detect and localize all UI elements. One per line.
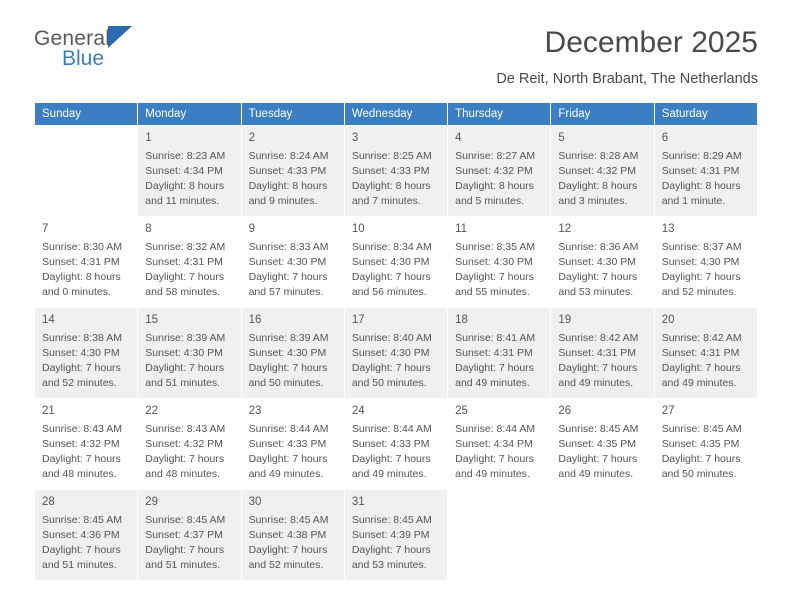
day-number: 3 xyxy=(351,132,359,144)
daylight-text: Daylight: 7 hours xyxy=(455,271,534,284)
sunset-text: Sunset: 4:31 PM xyxy=(661,165,740,178)
daylight-text: Daylight: 7 hours xyxy=(42,453,121,466)
calendar-day-cell[interactable] xyxy=(448,308,551,399)
sunrise-text: Sunrise: 8:34 AM xyxy=(351,241,432,254)
sunrise-text: Sunrise: 8:24 AM xyxy=(248,150,329,163)
daylight-text: Daylight: 7 hours xyxy=(558,362,638,375)
daylight-text: Daylight: 8 hours xyxy=(145,180,225,193)
sunset-text: Sunset: 4:35 PM xyxy=(558,438,637,451)
day-number: 10 xyxy=(351,223,365,235)
calendar-table xyxy=(34,102,758,581)
daylight-text: Daylight: 8 hours xyxy=(661,180,741,193)
day-number: 17 xyxy=(351,314,365,326)
sunset-text: Sunset: 4:32 PM xyxy=(558,165,637,178)
column-header-tuesday: Tuesday xyxy=(241,103,344,126)
daylight-text: and 51 minutes. xyxy=(145,377,220,390)
day-number: 9 xyxy=(248,223,255,235)
sunset-text: Sunset: 4:36 PM xyxy=(42,529,120,542)
day-number: 4 xyxy=(455,132,462,144)
calendar-day-cell[interactable] xyxy=(35,399,138,490)
sunrise-text: Sunrise: 8:45 AM xyxy=(351,514,432,527)
sunrise-text: Sunrise: 8:44 AM xyxy=(248,423,329,436)
sunset-text: Sunset: 4:30 PM xyxy=(558,256,637,269)
daylight-text: and 53 minutes. xyxy=(558,286,634,299)
day-number: 28 xyxy=(42,496,55,508)
daylight-text: Daylight: 7 hours xyxy=(145,544,225,557)
day-number: 5 xyxy=(558,132,565,144)
day-number: 27 xyxy=(661,405,675,417)
daylight-text: Daylight: 7 hours xyxy=(145,453,225,466)
sunrise-text: Sunrise: 8:43 AM xyxy=(145,423,226,436)
calendar-day-cell[interactable] xyxy=(138,490,241,581)
daylight-text: Daylight: 7 hours xyxy=(248,271,328,284)
sunset-text: Sunset: 4:31 PM xyxy=(661,347,740,360)
daylight-text: Daylight: 7 hours xyxy=(455,453,534,466)
calendar-week-row xyxy=(35,217,758,308)
day-number: 20 xyxy=(661,314,675,326)
calendar-day-cell[interactable] xyxy=(448,126,551,217)
daylight-text: Daylight: 7 hours xyxy=(661,271,741,284)
sunset-text: Sunset: 4:34 PM xyxy=(455,438,533,451)
sunset-text: Sunset: 4:31 PM xyxy=(558,347,637,360)
sunrise-text: Sunrise: 8:29 AM xyxy=(661,150,742,163)
calendar-day-cell[interactable] xyxy=(35,308,138,399)
sunset-text: Sunset: 4:32 PM xyxy=(145,438,223,451)
daylight-text: Daylight: 7 hours xyxy=(145,271,225,284)
day-number: 2 xyxy=(248,132,255,144)
calendar-day-cell[interactable] xyxy=(551,399,654,490)
sunrise-text: Sunrise: 8:27 AM xyxy=(455,150,536,163)
calendar-day-cell[interactable] xyxy=(654,126,757,217)
sunset-text: Sunset: 4:32 PM xyxy=(42,438,120,451)
sunrise-text: Sunrise: 8:41 AM xyxy=(455,332,536,345)
daylight-text: Daylight: 7 hours xyxy=(661,362,741,375)
daylight-text: and 49 minutes. xyxy=(248,468,324,481)
calendar-cell-empty xyxy=(551,490,654,581)
day-number: 23 xyxy=(248,405,262,417)
sunrise-text: Sunrise: 8:45 AM xyxy=(42,514,122,527)
sunset-text: Sunset: 4:35 PM xyxy=(661,438,740,451)
day-number: 16 xyxy=(248,314,262,326)
column-header-thursday: Thursday xyxy=(448,103,551,126)
day-number: 11 xyxy=(455,223,468,235)
daylight-text: Daylight: 7 hours xyxy=(248,544,328,557)
daylight-text: and 3 minutes. xyxy=(558,195,628,208)
title-block xyxy=(496,26,758,87)
sunrise-text: Sunrise: 8:35 AM xyxy=(455,241,536,254)
calendar-day-cell[interactable] xyxy=(448,217,551,308)
daylight-text: and 7 minutes. xyxy=(351,195,421,208)
daylight-text: Daylight: 8 hours xyxy=(455,180,534,193)
sunset-text: Sunset: 4:30 PM xyxy=(455,256,533,269)
logo xyxy=(34,26,144,72)
day-number: 13 xyxy=(661,223,675,235)
daylight-text: and 49 minutes. xyxy=(661,377,737,390)
calendar-week-row xyxy=(35,126,758,217)
sunset-text: Sunset: 4:31 PM xyxy=(455,347,533,360)
daylight-text: Daylight: 7 hours xyxy=(351,362,431,375)
calendar-day-cell[interactable] xyxy=(448,399,551,490)
calendar-day-cell[interactable] xyxy=(35,490,138,581)
daylight-text: and 50 minutes. xyxy=(248,377,324,390)
daylight-text: and 52 minutes. xyxy=(42,377,117,390)
day-number: 7 xyxy=(42,223,49,235)
calendar-week-row xyxy=(35,490,758,581)
calendar-cell-empty xyxy=(35,126,138,217)
column-header-saturday: Saturday xyxy=(654,103,757,126)
calendar-day-cell[interactable] xyxy=(654,308,757,399)
sunrise-text: Sunrise: 8:23 AM xyxy=(145,150,226,163)
sunset-text: Sunset: 4:33 PM xyxy=(248,438,327,451)
calendar-day-cell[interactable] xyxy=(344,217,447,308)
daylight-text: and 52 minutes. xyxy=(248,559,324,572)
daylight-text: and 49 minutes. xyxy=(455,377,530,390)
calendar-day-cell[interactable] xyxy=(138,217,241,308)
day-number: 8 xyxy=(145,223,152,235)
sunrise-text: Sunrise: 8:39 AM xyxy=(248,332,329,345)
daylight-text: Daylight: 8 hours xyxy=(248,180,328,193)
sunrise-text: Sunrise: 8:37 AM xyxy=(661,241,742,254)
calendar-day-cell[interactable] xyxy=(138,126,241,217)
daylight-text: and 51 minutes. xyxy=(145,559,220,572)
daylight-text: and 55 minutes. xyxy=(455,286,530,299)
sunset-text: Sunset: 4:30 PM xyxy=(248,256,327,269)
daylight-text: Daylight: 7 hours xyxy=(351,271,431,284)
daylight-text: and 50 minutes. xyxy=(661,468,737,481)
sunset-text: Sunset: 4:34 PM xyxy=(145,165,223,178)
daylight-text: Daylight: 7 hours xyxy=(248,453,328,466)
sunrise-text: Sunrise: 8:33 AM xyxy=(248,241,329,254)
day-number: 1 xyxy=(145,132,152,144)
column-header-friday: Friday xyxy=(551,103,654,126)
sunset-text: Sunset: 4:31 PM xyxy=(42,256,120,269)
daylight-text: Daylight: 7 hours xyxy=(145,362,225,375)
page-title: December 2025 xyxy=(544,26,758,59)
calendar-day-cell[interactable] xyxy=(654,217,757,308)
sunset-text: Sunset: 4:37 PM xyxy=(145,529,223,542)
sunrise-text: Sunrise: 8:44 AM xyxy=(351,423,432,436)
sunrise-text: Sunrise: 8:43 AM xyxy=(42,423,122,436)
daylight-text: and 52 minutes. xyxy=(661,286,737,299)
daylight-text: Daylight: 7 hours xyxy=(351,544,431,557)
calendar-day-cell[interactable] xyxy=(241,490,344,581)
column-header-monday: Monday xyxy=(138,103,241,126)
day-number: 6 xyxy=(661,132,669,144)
sunrise-text: Sunrise: 8:38 AM xyxy=(42,332,122,345)
daylight-text: and 49 minutes. xyxy=(558,377,634,390)
sunrise-text: Sunrise: 8:42 AM xyxy=(558,332,639,345)
calendar-day-cell[interactable] xyxy=(344,490,447,581)
calendar-day-cell[interactable] xyxy=(241,308,344,399)
sunset-text: Sunset: 4:30 PM xyxy=(351,347,430,360)
sunrise-text: Sunrise: 8:45 AM xyxy=(248,514,329,527)
logo-text-blue: Blue xyxy=(62,47,105,70)
calendar-cell-empty xyxy=(448,490,551,581)
sunrise-text: Sunrise: 8:40 AM xyxy=(351,332,432,345)
flag-icon xyxy=(108,26,132,48)
sunrise-text: Sunrise: 8:25 AM xyxy=(351,150,432,163)
column-header-wednesday: Wednesday xyxy=(344,103,447,126)
calendar-day-cell[interactable] xyxy=(241,126,344,217)
sunrise-text: Sunrise: 8:45 AM xyxy=(558,423,639,436)
sunrise-text: Sunrise: 8:39 AM xyxy=(145,332,226,345)
daylight-text: and 48 minutes. xyxy=(145,468,220,481)
daylight-text: and 5 minutes. xyxy=(455,195,525,208)
calendar-day-cell[interactable] xyxy=(35,217,138,308)
daylight-text: Daylight: 8 hours xyxy=(351,180,431,193)
daylight-text: Daylight: 7 hours xyxy=(42,362,121,375)
daylight-text: Daylight: 7 hours xyxy=(558,453,638,466)
sunset-text: Sunset: 4:33 PM xyxy=(248,165,327,178)
daylight-text: and 0 minutes. xyxy=(42,286,111,299)
daylight-text: and 56 minutes. xyxy=(351,286,427,299)
sunrise-text: Sunrise: 8:44 AM xyxy=(455,423,536,436)
daylight-text: Daylight: 8 hours xyxy=(558,180,638,193)
calendar-day-cell[interactable] xyxy=(138,399,241,490)
sunrise-text: Sunrise: 8:30 AM xyxy=(42,241,122,254)
sunset-text: Sunset: 4:30 PM xyxy=(351,256,430,269)
logo-text-general: General xyxy=(34,27,111,50)
calendar-day-cell[interactable] xyxy=(551,308,654,399)
daylight-text: and 9 minutes. xyxy=(248,195,318,208)
calendar-day-cell[interactable] xyxy=(344,308,447,399)
calendar-day-cell[interactable] xyxy=(344,399,447,490)
daylight-text: Daylight: 7 hours xyxy=(661,453,741,466)
daylight-text: Daylight: 8 hours xyxy=(42,271,121,284)
daylight-text: and 50 minutes. xyxy=(351,377,427,390)
daylight-text: Daylight: 7 hours xyxy=(455,362,534,375)
sunset-text: Sunset: 4:30 PM xyxy=(145,347,223,360)
day-number: 21 xyxy=(42,405,55,417)
sunrise-text: Sunrise: 8:42 AM xyxy=(661,332,742,345)
daylight-text: and 51 minutes. xyxy=(42,559,117,572)
daylight-text: and 49 minutes. xyxy=(455,468,530,481)
sunrise-text: Sunrise: 8:45 AM xyxy=(661,423,742,436)
daylight-text: Daylight: 7 hours xyxy=(248,362,328,375)
day-number: 12 xyxy=(558,223,572,235)
sunset-text: Sunset: 4:32 PM xyxy=(455,165,533,178)
sunrise-text: Sunrise: 8:32 AM xyxy=(145,241,226,254)
sunset-text: Sunset: 4:39 PM xyxy=(351,529,430,542)
calendar-day-cell[interactable] xyxy=(551,126,654,217)
day-number: 29 xyxy=(145,496,159,508)
calendar-day-cell[interactable] xyxy=(241,399,344,490)
sunset-text: Sunset: 4:30 PM xyxy=(661,256,740,269)
sunrise-text: Sunrise: 8:45 AM xyxy=(145,514,226,527)
daylight-text: and 48 minutes. xyxy=(42,468,117,481)
daylight-text: and 49 minutes. xyxy=(558,468,634,481)
sunset-text: Sunset: 4:38 PM xyxy=(248,529,327,542)
daylight-text: and 58 minutes. xyxy=(145,286,220,299)
daylight-text: and 1 minute. xyxy=(661,195,726,208)
day-number: 24 xyxy=(351,405,365,417)
sunset-text: Sunset: 4:33 PM xyxy=(351,438,430,451)
calendar-day-cell[interactable] xyxy=(344,126,447,217)
location-subtitle: De Reit, North Brabant, The Netherlands xyxy=(496,71,758,87)
day-number: 14 xyxy=(42,314,55,326)
calendar-day-cell[interactable] xyxy=(551,217,654,308)
sunset-text: Sunset: 4:30 PM xyxy=(248,347,327,360)
calendar-day-cell[interactable] xyxy=(654,399,757,490)
daylight-text: Daylight: 7 hours xyxy=(558,271,638,284)
sunset-text: Sunset: 4:31 PM xyxy=(145,256,223,269)
daylight-text: Daylight: 7 hours xyxy=(42,544,121,557)
day-number: 19 xyxy=(558,314,572,326)
calendar-cell-empty xyxy=(654,490,757,581)
sunset-text: Sunset: 4:33 PM xyxy=(351,165,430,178)
calendar-week-row xyxy=(35,308,758,399)
calendar-week-row xyxy=(35,399,758,490)
daylight-text: and 11 minutes. xyxy=(145,195,220,208)
day-number: 18 xyxy=(455,314,468,326)
sunset-text: Sunset: 4:30 PM xyxy=(42,347,120,360)
day-number: 25 xyxy=(455,405,468,417)
day-number: 26 xyxy=(558,405,572,417)
day-number: 15 xyxy=(145,314,159,326)
daylight-text: and 49 minutes. xyxy=(351,468,427,481)
sunrise-text: Sunrise: 8:28 AM xyxy=(558,150,639,163)
daylight-text: and 53 minutes. xyxy=(351,559,427,572)
sunrise-text: Sunrise: 8:36 AM xyxy=(558,241,639,254)
day-number: 22 xyxy=(145,405,159,417)
daylight-text: and 57 minutes. xyxy=(248,286,324,299)
column-header-sunday: Sunday xyxy=(35,103,138,126)
page-header xyxy=(34,26,758,88)
day-number: 31 xyxy=(351,496,365,508)
calendar-header-row xyxy=(35,103,758,126)
calendar-day-cell[interactable] xyxy=(241,217,344,308)
daylight-text: Daylight: 7 hours xyxy=(351,453,431,466)
calendar-day-cell[interactable] xyxy=(138,308,241,399)
calendar-body xyxy=(35,126,758,581)
day-number: 30 xyxy=(248,496,262,508)
